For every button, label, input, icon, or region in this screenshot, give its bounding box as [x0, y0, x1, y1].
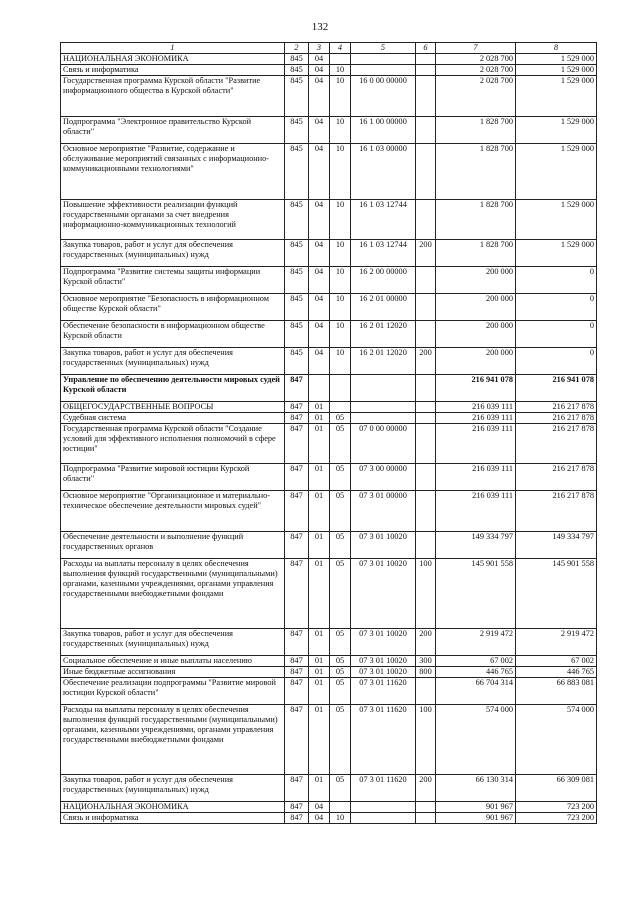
- row-col-6: [416, 802, 436, 813]
- row-col-6: 200: [416, 348, 436, 375]
- row-col-6: 100: [416, 705, 436, 775]
- row-col-3: 01: [309, 629, 330, 656]
- row-col-4: 05: [330, 464, 351, 491]
- row-col-6: [416, 402, 436, 413]
- row-col-3: 01: [309, 775, 330, 802]
- row-col-3: 04: [309, 65, 330, 76]
- row-col-8: 1 529 000: [516, 54, 597, 65]
- row-col-7: 2 028 700: [436, 76, 516, 117]
- row-col-7: 216 941 078: [436, 375, 516, 402]
- row-col-5: 16 2 01 12020: [351, 348, 416, 375]
- row-col-6: 200: [416, 240, 436, 267]
- table-body: [61, 54, 597, 824]
- header-row: [61, 43, 597, 54]
- column-header-3: 3: [309, 43, 330, 54]
- row-col-7: 216 039 111: [436, 491, 516, 532]
- row-name: Подпрограмма "Развитие системы защиты информации Курской области": [61, 267, 285, 294]
- row-col-8: 0: [516, 294, 597, 321]
- row-col-6: [416, 54, 436, 65]
- row-name: ОБЩЕГОСУДАРСТВЕННЫЕ ВОПРОСЫ: [61, 402, 285, 413]
- row-col-2: 847: [285, 656, 309, 667]
- row-col-6: [416, 267, 436, 294]
- row-col-8: 145 901 558: [516, 559, 597, 629]
- row-col-8: 1 529 000: [516, 117, 597, 144]
- row-col-7: 66 130 314: [436, 775, 516, 802]
- row-col-4: 05: [330, 667, 351, 678]
- row-col-2: 847: [285, 678, 309, 705]
- row-col-5: 07 3 01 10020: [351, 629, 416, 656]
- row-col-3: [309, 375, 330, 402]
- row-col-3: 04: [309, 813, 330, 824]
- row-col-5: 16 2 01 00000: [351, 294, 416, 321]
- table-row: [61, 705, 597, 775]
- row-col-8: 149 334 797: [516, 532, 597, 559]
- row-name: Закупка товаров, работ и услуг для обеспечения государственных (муниципальных) нужд: [61, 240, 285, 267]
- row-col-7: 901 967: [436, 802, 516, 813]
- row-col-2: 847: [285, 813, 309, 824]
- row-col-7: 2 028 700: [436, 54, 516, 65]
- row-col-5: 16 1 03 12744: [351, 200, 416, 240]
- table-row: [61, 117, 597, 144]
- row-col-2: 847: [285, 375, 309, 402]
- row-name: Основное мероприятие "Развитие, содержание и обслуживание мероприятий связанных с информационно-коммуникационными технологиями": [61, 144, 285, 200]
- row-col-2: 845: [285, 76, 309, 117]
- row-col-8: 723 200: [516, 802, 597, 813]
- row-col-3: 01: [309, 559, 330, 629]
- row-col-2: 847: [285, 491, 309, 532]
- row-col-6: [416, 321, 436, 348]
- row-col-4: [330, 802, 351, 813]
- row-col-7: 66 704 314: [436, 678, 516, 705]
- row-col-4: [330, 402, 351, 413]
- row-col-5: 16 0 00 00000: [351, 76, 416, 117]
- row-col-4: 10: [330, 294, 351, 321]
- row-col-6: [416, 76, 436, 117]
- row-col-3: 01: [309, 424, 330, 464]
- row-col-5: 16 1 03 00000: [351, 144, 416, 200]
- row-col-2: 845: [285, 321, 309, 348]
- row-col-8: 446 765: [516, 667, 597, 678]
- row-col-8: 216 217 878: [516, 424, 597, 464]
- row-name: Основное мероприятие "Безопасность в информационном обществе Курской области": [61, 294, 285, 321]
- row-col-3: 01: [309, 491, 330, 532]
- row-col-3: 01: [309, 678, 330, 705]
- row-col-4: 10: [330, 813, 351, 824]
- row-col-7: 901 967: [436, 813, 516, 824]
- row-col-6: 300: [416, 656, 436, 667]
- row-col-5: 07 3 01 11620: [351, 678, 416, 705]
- row-name: Расходы на выплаты персоналу в целях обеспечения выполнения функций государственными (муниципальными) органами, казенными учреждениями, органами управления государственными внебюджетными фондами: [61, 705, 285, 775]
- table-row: [61, 667, 597, 678]
- row-name: Управление по обеспечению деятельности мировых судей Курской области: [61, 375, 285, 402]
- row-col-3: 04: [309, 802, 330, 813]
- row-col-8: 216 217 878: [516, 413, 597, 424]
- row-name: Обеспечение деятельности и выполнение функций государственных органов: [61, 532, 285, 559]
- table-row: [61, 267, 597, 294]
- budget-table: [60, 42, 597, 824]
- row-col-3: 04: [309, 267, 330, 294]
- row-col-5: 16 1 03 12744: [351, 240, 416, 267]
- row-col-6: [416, 144, 436, 200]
- row-col-4: 05: [330, 629, 351, 656]
- row-col-6: 800: [416, 667, 436, 678]
- row-col-7: 1 828 700: [436, 240, 516, 267]
- row-col-4: 05: [330, 705, 351, 775]
- table-row: [61, 629, 597, 656]
- table-row: [61, 240, 597, 267]
- row-col-7: 1 828 700: [436, 117, 516, 144]
- row-col-4: 10: [330, 240, 351, 267]
- row-col-7: 67 002: [436, 656, 516, 667]
- row-col-3: 04: [309, 117, 330, 144]
- row-col-2: 847: [285, 464, 309, 491]
- row-col-5: 07 3 01 00000: [351, 491, 416, 532]
- row-col-4: 05: [330, 678, 351, 705]
- row-col-8: 67 002: [516, 656, 597, 667]
- row-col-4: 10: [330, 65, 351, 76]
- row-col-5: [351, 65, 416, 76]
- row-col-8: 0: [516, 321, 597, 348]
- row-col-5: 16 1 00 00000: [351, 117, 416, 144]
- row-col-3: 01: [309, 656, 330, 667]
- row-col-6: [416, 65, 436, 76]
- row-col-4: 10: [330, 76, 351, 117]
- table-row: [61, 532, 597, 559]
- row-col-2: 847: [285, 402, 309, 413]
- row-col-2: 847: [285, 413, 309, 424]
- row-col-7: 1 828 700: [436, 144, 516, 200]
- row-col-6: [416, 117, 436, 144]
- row-col-8: 216 217 878: [516, 402, 597, 413]
- row-col-4: 10: [330, 200, 351, 240]
- row-col-8: 0: [516, 348, 597, 375]
- row-name: Подпрограмма "Развитие мировой юстиции Курской области": [61, 464, 285, 491]
- row-col-4: 05: [330, 656, 351, 667]
- row-col-4: 05: [330, 413, 351, 424]
- table-row: [61, 559, 597, 629]
- row-col-7: 200 000: [436, 348, 516, 375]
- row-col-5: 16 2 01 12020: [351, 321, 416, 348]
- table-row: [61, 656, 597, 667]
- row-col-2: 845: [285, 144, 309, 200]
- table-row: [61, 813, 597, 824]
- row-col-3: 04: [309, 321, 330, 348]
- row-col-4: 10: [330, 267, 351, 294]
- row-col-7: 216 039 111: [436, 424, 516, 464]
- row-col-6: [416, 464, 436, 491]
- row-col-5: [351, 54, 416, 65]
- row-col-3: 01: [309, 705, 330, 775]
- table-row: [61, 200, 597, 240]
- row-col-7: 216 039 111: [436, 464, 516, 491]
- row-col-5: 07 3 01 10020: [351, 532, 416, 559]
- row-col-5: [351, 802, 416, 813]
- row-name: НАЦИОНАЛЬНАЯ ЭКОНОМИКА: [61, 54, 285, 65]
- row-col-4: [330, 54, 351, 65]
- row-name: Основное мероприятие "Организационное и материально-техническое обеспечение деятельности мировых судей": [61, 491, 285, 532]
- row-col-8: 0: [516, 267, 597, 294]
- row-col-4: 10: [330, 348, 351, 375]
- row-col-8: 1 529 000: [516, 200, 597, 240]
- table-row: [61, 76, 597, 117]
- row-col-7: 216 039 111: [436, 413, 516, 424]
- row-col-3: 01: [309, 532, 330, 559]
- row-col-7: 149 334 797: [436, 532, 516, 559]
- table-row: [61, 375, 597, 402]
- row-col-7: 446 765: [436, 667, 516, 678]
- row-col-4: 05: [330, 424, 351, 464]
- row-col-6: [416, 813, 436, 824]
- row-col-2: 845: [285, 294, 309, 321]
- row-col-3: 04: [309, 348, 330, 375]
- row-col-8: 1 529 000: [516, 144, 597, 200]
- row-col-2: 845: [285, 200, 309, 240]
- row-col-8: 2 919 472: [516, 629, 597, 656]
- row-col-6: 200: [416, 775, 436, 802]
- row-col-2: 847: [285, 775, 309, 802]
- row-col-6: 200: [416, 629, 436, 656]
- row-col-2: 847: [285, 424, 309, 464]
- row-name: Обеспечение реализации подпрограммы "Развитие мировой юстиции Курской области": [61, 678, 285, 705]
- table-row: [61, 65, 597, 76]
- column-header-4: 4: [330, 43, 351, 54]
- row-col-3: 01: [309, 464, 330, 491]
- table-row: [61, 321, 597, 348]
- row-col-2: 847: [285, 629, 309, 656]
- row-col-4: 05: [330, 491, 351, 532]
- column-header-5: 5: [351, 43, 416, 54]
- row-col-7: 200 000: [436, 321, 516, 348]
- row-col-3: 04: [309, 240, 330, 267]
- row-col-5: 07 3 01 11620: [351, 775, 416, 802]
- row-col-8: 216 941 078: [516, 375, 597, 402]
- row-name: Закупка товаров, работ и услуг для обеспечения государственных (муниципальных) нужд: [61, 629, 285, 656]
- row-col-7: 2 919 472: [436, 629, 516, 656]
- row-col-4: 10: [330, 321, 351, 348]
- row-col-7: 200 000: [436, 267, 516, 294]
- row-col-7: 1 828 700: [436, 200, 516, 240]
- row-col-8: 723 200: [516, 813, 597, 824]
- row-col-5: 07 3 01 10020: [351, 656, 416, 667]
- column-header-2: 2: [285, 43, 309, 54]
- row-col-3: 01: [309, 402, 330, 413]
- page-number: 132: [311, 21, 329, 33]
- row-col-7: 216 039 111: [436, 402, 516, 413]
- row-col-2: 847: [285, 667, 309, 678]
- column-header-7: 7: [436, 43, 516, 54]
- row-name: Связь и информатика: [61, 65, 285, 76]
- column-header-8: 8: [516, 43, 597, 54]
- row-col-5: 07 3 01 10020: [351, 667, 416, 678]
- row-col-5: [351, 413, 416, 424]
- row-name: Государственная программа Курской области "Создание условий для эффективного исполнения полномочий в сфере юстиции": [61, 424, 285, 464]
- table-row: [61, 491, 597, 532]
- row-name: Социальное обеспечение и иные выплаты населению: [61, 656, 285, 667]
- row-col-3: 04: [309, 144, 330, 200]
- row-col-5: [351, 402, 416, 413]
- row-col-8: 216 217 878: [516, 491, 597, 532]
- row-col-4: 10: [330, 144, 351, 200]
- column-header-1: 1: [61, 43, 285, 54]
- row-col-4: 05: [330, 775, 351, 802]
- row-col-5: 07 3 01 10020: [351, 559, 416, 629]
- row-col-2: 847: [285, 705, 309, 775]
- row-col-2: 847: [285, 559, 309, 629]
- row-col-6: 100: [416, 559, 436, 629]
- row-col-8: 1 529 000: [516, 65, 597, 76]
- row-col-8: 1 529 000: [516, 76, 597, 117]
- row-name: НАЦИОНАЛЬНАЯ ЭКОНОМИКА: [61, 802, 285, 813]
- table-row: [61, 54, 597, 65]
- row-col-6: [416, 491, 436, 532]
- row-col-5: [351, 375, 416, 402]
- row-col-8: 66 309 081: [516, 775, 597, 802]
- row-col-2: 845: [285, 348, 309, 375]
- row-name: Закупка товаров, работ и услуг для обеспечения государственных (муниципальных) нужд: [61, 348, 285, 375]
- row-col-2: 845: [285, 117, 309, 144]
- row-col-4: 05: [330, 559, 351, 629]
- column-header-6: 6: [416, 43, 436, 54]
- row-col-3: 04: [309, 294, 330, 321]
- row-col-4: 10: [330, 117, 351, 144]
- row-name: Иные бюджетные ассигнования: [61, 667, 285, 678]
- row-col-6: [416, 375, 436, 402]
- table-row: [61, 144, 597, 200]
- table-row: [61, 802, 597, 813]
- row-name: Судебная система: [61, 413, 285, 424]
- row-col-8: 66 883 081: [516, 678, 597, 705]
- row-col-8: 216 217 878: [516, 464, 597, 491]
- row-col-7: 200 000: [436, 294, 516, 321]
- row-col-5: 07 0 00 00000: [351, 424, 416, 464]
- row-col-3: 04: [309, 54, 330, 65]
- row-col-6: [416, 200, 436, 240]
- row-name: Обеспечение безопасности в информационном обществе Курской области: [61, 321, 285, 348]
- table-row: [61, 402, 597, 413]
- table-row: [61, 678, 597, 705]
- row-col-5: 07 3 00 00000: [351, 464, 416, 491]
- table-row: [61, 464, 597, 491]
- row-col-6: [416, 532, 436, 559]
- row-name: Расходы на выплаты персоналу в целях обеспечения выполнения функций государственными (муниципальными) органами, казенными учреждениями, органами управления государственными внебюджетными фондами: [61, 559, 285, 629]
- row-col-6: [416, 678, 436, 705]
- table-row: [61, 348, 597, 375]
- table-row: [61, 413, 597, 424]
- table-row: [61, 294, 597, 321]
- row-col-7: 2 028 700: [436, 65, 516, 76]
- row-col-5: [351, 813, 416, 824]
- table-row: [61, 424, 597, 464]
- table-row: [61, 775, 597, 802]
- row-col-5: 16 2 00 00000: [351, 267, 416, 294]
- row-col-2: 845: [285, 267, 309, 294]
- row-col-8: 1 529 000: [516, 240, 597, 267]
- row-col-2: 847: [285, 802, 309, 813]
- row-col-4: 05: [330, 532, 351, 559]
- row-col-7: 574 000: [436, 705, 516, 775]
- row-name: Повышение эффективности реализации функций государственными органами за счет внедрения информационно-коммуникационных технологий: [61, 200, 285, 240]
- row-col-2: 847: [285, 532, 309, 559]
- row-name: Подпрограмма "Электронное правительство Курской области": [61, 117, 285, 144]
- row-col-6: [416, 294, 436, 321]
- row-col-8: 574 000: [516, 705, 597, 775]
- row-col-3: 01: [309, 413, 330, 424]
- row-col-2: 845: [285, 65, 309, 76]
- row-col-3: 04: [309, 200, 330, 240]
- row-col-6: [416, 413, 436, 424]
- row-col-7: 145 901 558: [436, 559, 516, 629]
- row-col-5: 07 3 01 11620: [351, 705, 416, 775]
- row-col-3: 01: [309, 667, 330, 678]
- row-name: Государственная программа Курской области "Развитие информационного общества в Курской области": [61, 76, 285, 117]
- row-name: Связь и информатика: [61, 813, 285, 824]
- row-name: Закупка товаров, работ и услуг для обеспечения государственных (муниципальных) нужд: [61, 775, 285, 802]
- row-col-4: [330, 375, 351, 402]
- row-col-3: 04: [309, 76, 330, 117]
- row-col-2: 845: [285, 240, 309, 267]
- row-col-6: [416, 424, 436, 464]
- row-col-2: 845: [285, 54, 309, 65]
